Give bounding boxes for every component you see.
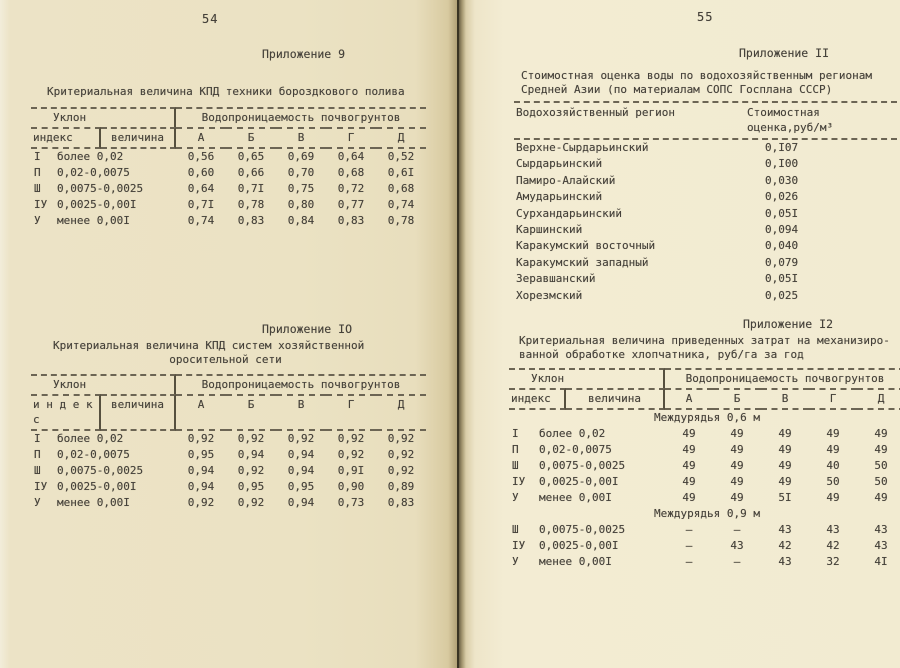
table-9-col-d: Д <box>376 127 426 149</box>
cost-value: 0,05I <box>765 206 799 220</box>
cotton-processing-cost-table <box>509 368 900 570</box>
cell-a: 0,7I <box>187 198 215 211</box>
region-name: Сырдарьинский <box>516 157 603 171</box>
table-row <box>509 522 900 538</box>
table-12-index-header: индекс <box>509 388 566 410</box>
region-name: Амударьинский <box>516 190 603 204</box>
table-row <box>509 442 900 458</box>
row-slope-range: 0,0025-0,00I <box>539 539 619 552</box>
cell-g: 49 <box>826 427 840 440</box>
row-index: Ш <box>34 182 41 195</box>
cell-a: 0,94 <box>187 464 215 477</box>
cost-value: 0,I00 <box>765 157 799 171</box>
right-page <box>457 0 900 668</box>
table-10-permeability-header: Водопроницаемость почвогрунтов <box>176 374 426 394</box>
cell-d: 0,83 <box>387 496 415 509</box>
cell-d: 0,92 <box>387 448 415 461</box>
cost-value: 0,040 <box>765 239 799 253</box>
table-row <box>31 149 426 165</box>
cell-a: 0,95 <box>187 448 215 461</box>
cell-v: 0,84 <box>287 214 315 227</box>
cell-v: 43 <box>778 555 792 568</box>
cell-v: 42 <box>778 539 792 552</box>
table-row <box>31 463 426 479</box>
cell-a: 0,56 <box>187 150 215 163</box>
row-index: I <box>34 150 41 163</box>
cell-v: 0,80 <box>287 198 315 211</box>
row-index: IУ <box>512 539 526 552</box>
cell-g: 0,83 <box>337 214 365 227</box>
appendix-10-title <box>53 339 398 366</box>
table-10-index-header: и н д е к с <box>31 394 101 431</box>
row-slope-range: менее 0,00I <box>57 496 130 509</box>
table-10-slope-header: Уклон <box>31 374 176 394</box>
cell-b: 0,7I <box>237 182 265 195</box>
table-9-col-g: Г <box>326 127 376 149</box>
cell-v: 0,94 <box>287 464 315 477</box>
table-12-sub-header <box>509 388 900 410</box>
table-12-slope-header: Уклон <box>509 368 665 388</box>
table-9-col-a: А <box>176 127 226 149</box>
table-row <box>509 490 900 506</box>
row-index: I <box>34 432 41 445</box>
cell-g: 0,77 <box>337 198 365 211</box>
appendix-12-label: Приложение I2 <box>743 317 834 331</box>
cell-v: 0,94 <box>287 496 315 509</box>
row-index: У <box>512 491 519 504</box>
row-slope-range: более 0,02 <box>57 150 124 163</box>
table-row <box>514 206 897 222</box>
cell-v: 0,92 <box>287 432 315 445</box>
table-12-col-b: Б <box>713 388 761 410</box>
cell-b: 49 <box>730 491 744 504</box>
row-index: У <box>34 214 41 227</box>
table-12-col-a: А <box>665 388 713 410</box>
cell-b: 49 <box>730 427 744 440</box>
cell-b: 49 <box>730 443 744 456</box>
table-row <box>31 431 426 447</box>
table-9-col-b: Б <box>226 127 276 149</box>
row-slope-range: более 0,02 <box>57 432 124 445</box>
cell-a: 0,92 <box>187 432 215 445</box>
row-slope-range: 0,0025-0,00I <box>57 198 137 211</box>
row-index: Ш <box>34 464 41 477</box>
table-row <box>31 447 426 463</box>
cell-g: 0,90 <box>337 480 365 493</box>
table-row <box>514 255 897 271</box>
row-index: IУ <box>34 480 48 493</box>
cell-a: 0,92 <box>187 496 215 509</box>
region-name: Хорезмский <box>516 288 583 302</box>
table-row <box>509 426 900 442</box>
row-slope-range: 0,0075-0,0025 <box>539 523 626 536</box>
cost-value: 0,025 <box>765 288 799 302</box>
region-name: Верхне-Сырдарьинский <box>516 141 649 154</box>
cell-g: 49 <box>826 443 840 456</box>
row-index: Ш <box>512 459 519 472</box>
row-index: Ш <box>512 523 519 536</box>
cell-v: 49 <box>778 443 792 456</box>
cell-g: 49 <box>826 491 840 504</box>
row-slope-range: 0,02-0,0075 <box>539 443 612 456</box>
table-9-index-header: индекс <box>31 127 101 149</box>
table-row <box>514 156 897 172</box>
cell-v: 0,94 <box>287 448 315 461</box>
cell-g: 43 <box>826 523 840 536</box>
appendix-10-label: Приложение IO <box>262 322 353 336</box>
cost-value: 0,05I <box>765 272 799 286</box>
table-10-col-v: В <box>276 394 326 431</box>
cell-d: 50 <box>874 475 888 488</box>
table-10-value-header: величина <box>101 394 176 431</box>
cell-a: 49 <box>682 443 696 456</box>
cell-b: 49 <box>730 459 744 472</box>
appendix-12-title-line2: ванной обработке хлопчатника, руб/га за год <box>519 347 804 361</box>
appendix-10-title-line2: оросительной сети <box>169 352 282 366</box>
cell-v: 0,70 <box>287 166 315 179</box>
table-row <box>509 554 900 570</box>
appendix-9-title: Критериальная величина КПД техники бороздкового полива <box>47 85 405 98</box>
cell-g: 0,64 <box>337 150 365 163</box>
furrow-irrigation-efficiency-table <box>31 107 426 229</box>
appendix-11-title <box>521 69 872 96</box>
cell-b: 0,78 <box>237 198 265 211</box>
cell-g: 32 <box>826 555 840 568</box>
table-row <box>514 222 897 238</box>
row-slope-range: 0,0025-0,00I <box>57 480 137 493</box>
row-slope-range: 0,02-0,0075 <box>57 166 130 179</box>
appendix-11-label: Приложение II <box>739 46 830 60</box>
cell-g: 0,68 <box>337 166 365 179</box>
table-10-col-d: Д <box>376 394 426 431</box>
water-cost-table <box>514 101 897 304</box>
cell-d: 49 <box>874 491 888 504</box>
row-slope-range: менее 0,00I <box>539 555 612 568</box>
cell-g: 42 <box>826 539 840 552</box>
table-12-col-g: Г <box>809 388 857 410</box>
cell-g: 50 <box>826 475 840 488</box>
table-row <box>514 189 897 205</box>
cell-b: 0,92 <box>237 464 265 477</box>
appendix-9-label: Приложение 9 <box>262 47 346 61</box>
table-12-col-d: Д <box>857 388 900 410</box>
table-10-sub-header <box>31 394 426 431</box>
cell-g: 40 <box>826 459 840 472</box>
row-slope-range: 0,0075-0,0025 <box>57 182 144 195</box>
cost-value: 0,030 <box>765 173 799 187</box>
row-index: П <box>34 448 41 461</box>
table-row <box>31 181 426 197</box>
table-row <box>31 495 426 511</box>
row-index: У <box>512 555 519 568</box>
irrigation-network-efficiency-table <box>31 374 426 511</box>
cell-d: 0,52 <box>387 150 415 163</box>
table-row <box>514 288 897 304</box>
cell-v: 0,95 <box>287 480 315 493</box>
cell-d: 0,68 <box>387 182 415 195</box>
cell-d: 43 <box>874 523 888 536</box>
cell-a: 0,64 <box>187 182 215 195</box>
cell-g: 0,92 <box>337 448 365 461</box>
appendix-10-title-line1: Критериальная величина КПД систем хозяйственной <box>53 339 365 352</box>
cell-a: 49 <box>682 427 696 440</box>
table-10-col-a: А <box>176 394 226 431</box>
region-name: Каракумский восточный <box>516 239 656 253</box>
row-index: У <box>34 496 41 509</box>
table-row <box>509 458 900 474</box>
table-12-col-v: В <box>761 388 809 410</box>
table-9-slope-header: Уклон <box>31 107 176 127</box>
cell-g: 0,72 <box>337 182 365 195</box>
table-row <box>509 538 900 554</box>
region-name: Памиро-Алайский <box>516 173 616 187</box>
appendix-11-title-line1: Стоимостная оценка воды по водохозяйственным регионам <box>521 69 872 82</box>
table-12-group-header <box>509 368 900 388</box>
cost-value: 0,094 <box>765 223 799 237</box>
row-index: П <box>34 166 41 179</box>
cell-v: 43 <box>778 523 792 536</box>
cell-g: 0,92 <box>337 432 365 445</box>
region-name: Сурхандарьинский <box>516 206 622 220</box>
table-row <box>31 165 426 181</box>
cell-d: 0,74 <box>387 198 415 211</box>
cell-b: 0,83 <box>237 214 265 227</box>
page-number-right: 55 <box>697 10 714 24</box>
cell-d: 50 <box>874 459 888 472</box>
row-index: IУ <box>34 198 48 211</box>
cell-a: 49 <box>682 475 696 488</box>
cell-v: 49 <box>778 459 792 472</box>
appendix-11-title-line2: Средней Азии (по материалам СОПС Госплана СССР) <box>521 82 833 96</box>
row-index: П <box>512 443 519 456</box>
row-slope-range: 0,0075-0,0025 <box>57 464 144 477</box>
table-12-permeability-header: Водопроницаемость почвогрунтов <box>665 368 900 388</box>
table-10-col-b: Б <box>226 394 276 431</box>
table-10-group-header <box>31 374 426 394</box>
row-index: I <box>512 427 519 440</box>
table-11-region-header: Водохозяйственный регион <box>516 106 675 119</box>
row-slope-range: менее 0,00I <box>57 214 130 227</box>
cell-g: 0,73 <box>337 496 365 509</box>
cell-b: – <box>733 523 741 536</box>
cell-d: 49 <box>874 443 888 456</box>
table-row <box>514 238 897 254</box>
cell-d: 4I <box>874 555 888 568</box>
cell-a: 0,60 <box>187 166 215 179</box>
table-row <box>509 474 900 490</box>
cost-value: 0,026 <box>765 190 799 204</box>
cell-d: 0,92 <box>387 464 415 477</box>
cost-value: 0,I07 <box>765 141 799 154</box>
row-slope-range: 0,02-0,0075 <box>57 448 130 461</box>
cell-v: 5I <box>778 491 792 504</box>
cell-b: 0,65 <box>237 150 265 163</box>
table-9-col-v: В <box>276 127 326 149</box>
row-spacing-section-09: Междурядья 0,9 м <box>654 507 760 520</box>
table-row <box>514 140 897 156</box>
region-name: Зеравшанский <box>516 272 596 286</box>
cell-a: 0,94 <box>187 480 215 493</box>
cell-a: – <box>685 523 693 536</box>
region-name: Каршинский <box>516 223 583 237</box>
cell-b: 43 <box>730 539 744 552</box>
row-slope-range: более 0,02 <box>539 427 606 440</box>
cell-d: 0,89 <box>387 480 415 493</box>
cell-b: – <box>733 555 741 568</box>
appendix-12-title <box>519 334 890 361</box>
table-row <box>514 173 897 189</box>
table-11-cost-header: Стоимостная оценка,руб/м³ <box>747 106 834 134</box>
cell-v: 0,75 <box>287 182 315 195</box>
row-slope-range: 0,0025-0,00I <box>539 475 619 488</box>
cell-b: 0,66 <box>237 166 265 179</box>
table-9-group-header <box>31 107 426 127</box>
cell-b: 0,92 <box>237 496 265 509</box>
cell-d: 43 <box>874 539 888 552</box>
cell-d: 49 <box>874 427 888 440</box>
page-number-left: 54 <box>202 12 219 26</box>
table-12-value-header: величина <box>566 388 665 410</box>
cost-value: 0,079 <box>765 255 799 269</box>
cell-v: 0,69 <box>287 150 315 163</box>
row-index: IУ <box>512 475 526 488</box>
region-name: Каракумский западный <box>516 255 649 269</box>
cell-b: 0,95 <box>237 480 265 493</box>
cell-b: 0,94 <box>237 448 265 461</box>
row-slope-range: 0,0075-0,0025 <box>539 459 626 472</box>
table-9-value-header: величина <box>101 127 176 149</box>
appendix-12-title-line1: Критериальная величина приведенных затрат на механизиро- <box>519 334 890 347</box>
table-row <box>31 213 426 229</box>
table-9-permeability-header: Водопроницаемость почвогрунтов <box>176 107 426 127</box>
cell-d: 0,78 <box>387 214 415 227</box>
cell-b: 0,92 <box>237 432 265 445</box>
table-9-sub-header <box>31 127 426 149</box>
cell-a: 49 <box>682 459 696 472</box>
cell-v: 49 <box>778 475 792 488</box>
table-10-col-g: Г <box>326 394 376 431</box>
row-spacing-section-06: Междурядья 0,6 м <box>654 411 760 424</box>
cell-v: 49 <box>778 427 792 440</box>
cell-d: 0,6I <box>387 166 415 179</box>
row-slope-range: менее 0,00I <box>539 491 612 504</box>
cell-a: – <box>685 539 693 552</box>
cell-d: 0,92 <box>387 432 415 445</box>
cell-a: 0,74 <box>187 214 215 227</box>
cell-a: 49 <box>682 491 696 504</box>
table-row <box>514 271 897 287</box>
cell-a: – <box>685 555 693 568</box>
cell-g: 0,9I <box>337 464 365 477</box>
table-11-header <box>514 101 897 140</box>
table-row <box>31 197 426 213</box>
cell-b: 49 <box>730 475 744 488</box>
table-row <box>31 479 426 495</box>
